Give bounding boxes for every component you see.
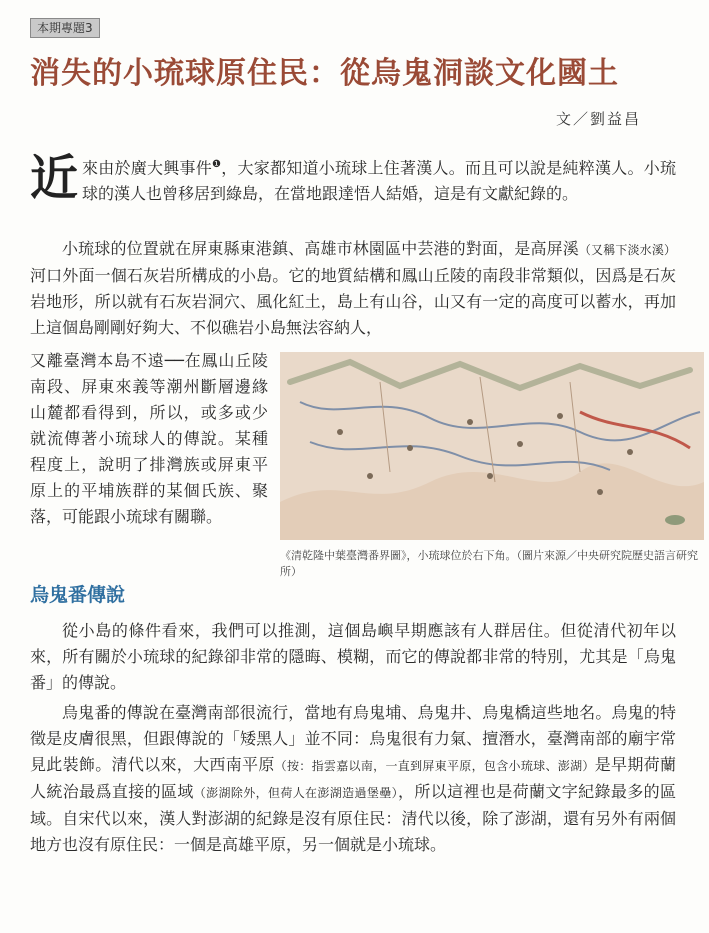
author-byline: 文／劉益昌: [555, 110, 641, 128]
section-note-1: （按：指雲嘉以南，一直到屏東平原，包含小琉球、澎湖）: [274, 759, 595, 773]
location-note: （又稱下淡水溪）: [578, 243, 676, 257]
section-text-c: ，所以這裡也是荷蘭文字紀錄最多的區域。自宋代以來，漢人對澎湖的紀錄是沒有原住民：清代以後，除了澎湖，還有另外有兩個地方也沒有原住民：一個是高雄平原，另一個就是小琉球。: [30, 782, 676, 854]
section-paragraph-1: 從小島的條件看來，我們可以推測，這個島嶼早期應該有人群居住。但從清代初年以來，所有關於小琉球的紀錄卻非常的隱晦、模糊，而它的傳說都非常的特別，尤其是「烏鬼番」的傳說。: [30, 621, 676, 692]
article-title: 消失的小琉球原住民：從烏鬼洞談文化國土: [30, 56, 619, 91]
drop-cap: 近: [30, 150, 79, 206]
section-paragraph-2: [30, 700, 676, 858]
section-tag: 本期專題3: [30, 18, 100, 38]
location-paragraph-continued: 又離臺灣本島不遠──在鳳山丘陵南段、屏東來義等潮州斷層邊緣山麓都看得到，所以，或多或少就流傳著小琉球人的傳說。某種程度上，說明了排灣族或屏東平原上的平埔族群的某個氏族、聚落，可能跟小琉球有關聯。: [30, 351, 268, 526]
footnote-marker[interactable]: ❶: [212, 159, 222, 170]
section-heading: 烏鬼番傳說: [30, 584, 126, 606]
section-text-b: 是早期荷蘭人統治最爲直接的區域: [30, 755, 676, 801]
intro-text-a: 來由於廣大興事件: [82, 158, 213, 178]
location-paragraph: [30, 236, 676, 341]
location-text-b: 河口外面一個石灰岩所構成的小島。它的地質結構和鳳山丘陵的南段非常類似，因爲是石灰岩地形，所以就有石灰岩洞穴、風化紅土，島上有山谷，山又有一定的高度可以蓄水，再加上這個島剛剛好夠大、不似礁岩小島無法容納人，: [30, 266, 676, 337]
section-note-2: （澎湖除外，但荷人在澎湖造過堡壘）: [193, 786, 399, 800]
intro-text-b: ，大家都知道小琉球上住著漢人。而且可以說是純粹漢人。小琉球的漢人也曾移居到綠島，在當地跟達悟人結婚，這是有文獻紀錄的。: [82, 158, 676, 204]
xiaoliuqiu-island-mark: [665, 515, 685, 525]
intro-paragraph: [30, 152, 676, 207]
map-icon: [280, 352, 704, 540]
figure-caption: 《清乾隆中葉臺灣番界圖》，小琉球位於右下角。（圖片來源／中央研究院歷史語言研究所）: [280, 549, 698, 578]
section-text-a: 烏鬼番的傳說在臺灣南部很流行，當地有烏鬼埔、烏鬼井、烏鬼橋這些地名。烏鬼的特徵是皮膚很黑，但跟傳說的「矮黑人」並不同：烏鬼很有力氣、擅潛水，臺灣南部的廟宇常見此裝飾。清代以來，大西南平原: [30, 703, 676, 774]
old-map-image: [280, 352, 704, 540]
location-text-a: 小琉球的位置就在屏東縣東港鎮、高雄市林園區中芸港的對面，是高屏溪: [62, 239, 579, 258]
